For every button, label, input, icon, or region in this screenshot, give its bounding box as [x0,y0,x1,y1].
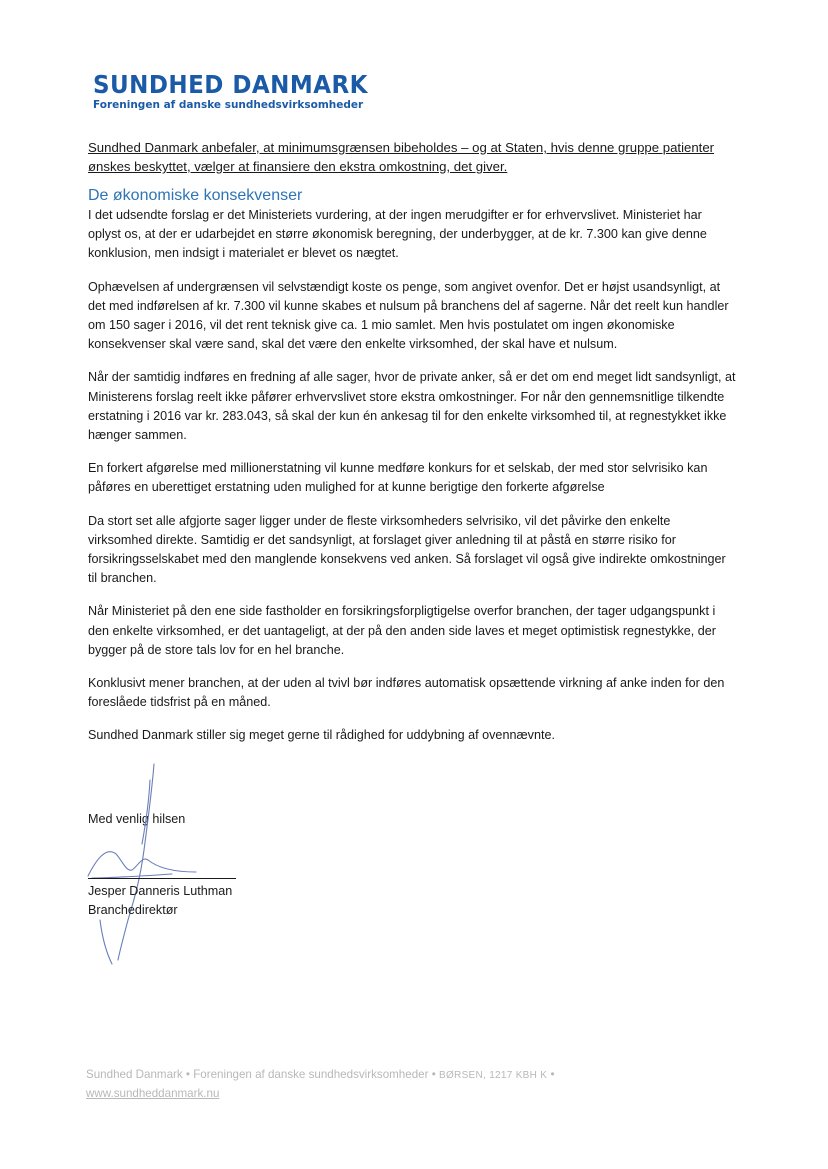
handwritten-signature [82,760,202,970]
section-heading: De økonomiske konsekvenser [88,187,303,204]
paragraph: I det udsendte forslag er det Ministeriets vurdering, at der ingen merudgifter er for erhvervslivet. Ministeriet har oplyst os, at der er udarbejdet en større økonomisk beregning, der underbygger, at de kr. 7.300 kan give denne konklusion, men indsigt i materialet er blevet os nægtet. [88,208,707,261]
letter-body [88,206,738,760]
signer-name: Jesper Danneris Luthman [88,884,233,898]
paragraph: Ophævelsen af undergrænsen vil selvstændigt koste os penge, som angivet ovenfor. Det er højst usandsynligt, at det med indførelsen af kr. 7.300 vil kunne skabes et nulsum på branchens del af sagerne. Når det reelt kun handler om 150 sager i 2016, vil det rent teknisk give ca. 1 mio samlet. Men hvis postulatet om ingen økonomiske konsekvenser skal være sand, skal det være den enkelte virksomhed, der skal have et nulsum. [88,279,729,352]
footer-description: Foreningen af danske sundhedsvirksomheder [193,1068,429,1081]
footer-org: Sundhed Danmark [86,1068,183,1081]
paragraph: En forkert afgørelse med millionerstatning vil kunne medføre konkurs for et selskab, der med stor selvrisiko kan påføres en uberettiget erstatning uden mulighed for at kunne berigtige den forkerte afgørelse [88,461,708,495]
recommendation-statement: Sundhed Danmark anbefaler, at minimumsgrænsen bibeholdes – og at Staten, hvis denne gruppe patienter ønskes beskyttet, vælger at finansiere den ekstra omkostning, det giver. [88,140,715,174]
closing-greeting: Med venlig hilsen [88,812,186,826]
footer-address: BØRSEN, 1217 KBH K [439,1070,548,1081]
paragraph: Da stort set alle afgjorte sager ligger under de fleste virksomheders selvrisiko, vil det påvirke den enkelte virksomhed direkte. Samtidig er det sandsynligt, at forslaget giver anledning til at påstå en større risiko for forsikringsselskabet med den manglende konsekvens ved anken. Så forslaget vil også give indirekte omkostninger til branchen. [88,513,726,586]
page-footer [86,1066,555,1103]
footer-separator: • [431,1068,436,1081]
paragraph: Sundhed Danmark stiller sig meget gerne til rådighed for uddybning af ovennævnte. [88,728,555,743]
paragraph: Når der samtidig indføres en fredning af alle sager, hvor de private anker, så er det om end meget lidt sandsynligt, at Ministerens forslag reelt ikke påfører erhvervslivet store ekstra omkostninger. For når den gennemsnitlige tilkendte erstatning i 2016 var kr. 283.043, så skal der kun én ankesag til for den enkelte virksomhed til, at regnestykket ikke hænger sammen. [88,370,736,443]
logo-title: SUNDHED DANMARK [93,70,368,99]
organization-logo [93,72,392,111]
signer-title: Branchedirektør [88,903,178,917]
footer-separator: • [185,1068,190,1081]
website-link[interactable]: www.sundheddanmark.nu [86,1087,220,1100]
footer-separator: • [550,1068,555,1081]
logo-subtitle: Foreningen af danske sundhedsvirksomheder [93,99,364,111]
signature-line [88,878,236,879]
paragraph: Når Ministeriet på den ene side fastholder en forsikringsforpligtigelse overfor branchen, der tager udgangspunkt i den enkelte virksomhed, er det uantageligt, at der på den anden side laves et meget optimistisk regnestykke, der bygger på de store tals lov for en hel branche. [88,604,716,657]
paragraph: Konklusivt mener branchen, at der uden al tvivl bør indføres automatisk opsættende virkning af anke inden for den foreslåede tidsfrist på en måned. [88,676,725,710]
signer-block [88,882,232,920]
